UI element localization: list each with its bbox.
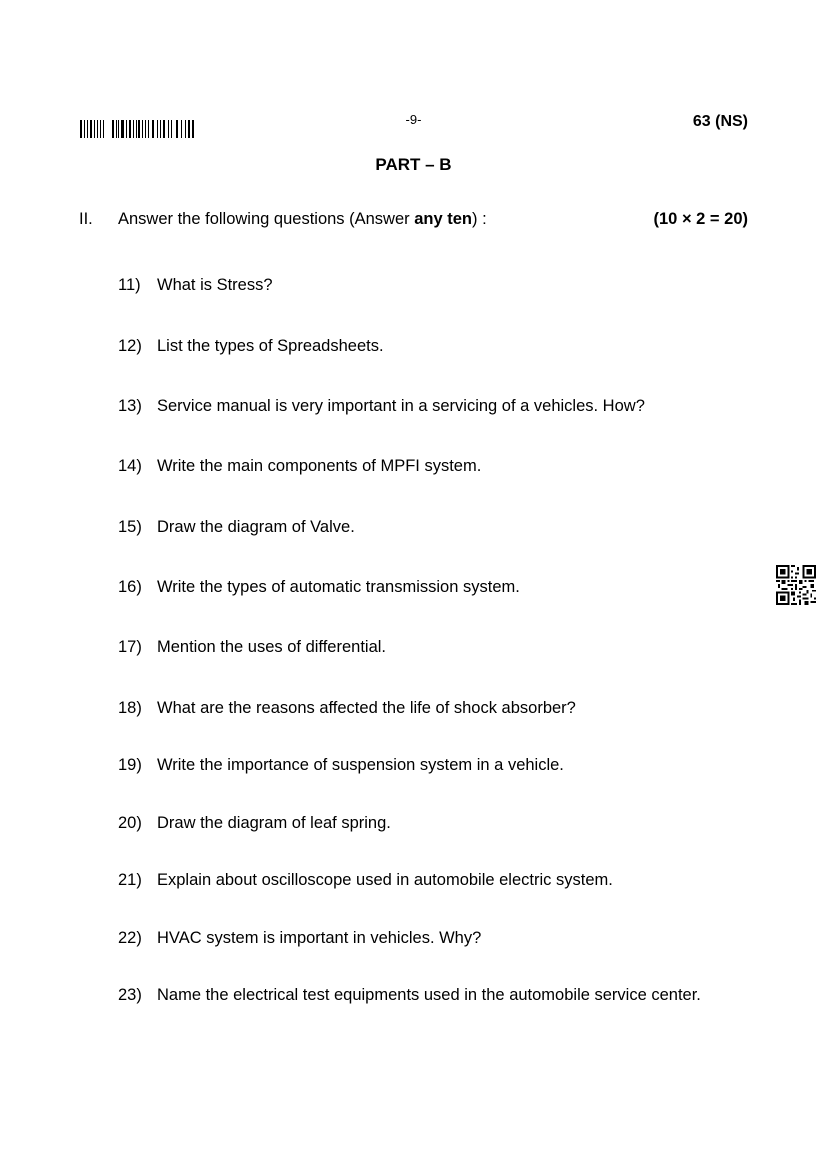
instruction-prefix: Answer the following questions (Answer bbox=[118, 210, 415, 228]
question-item bbox=[118, 695, 749, 722]
page-number: -9- bbox=[405, 112, 422, 127]
paper-code: 63 (NS) bbox=[692, 113, 748, 130]
question-number: 15) bbox=[118, 518, 142, 536]
question-number: 12) bbox=[118, 337, 142, 355]
question-item bbox=[118, 333, 749, 360]
question-item bbox=[118, 634, 749, 661]
section-number: II. bbox=[79, 210, 93, 228]
question-text: Mention the uses of differential. bbox=[157, 638, 387, 656]
question-number: 14) bbox=[118, 457, 142, 475]
part-title: PART – B bbox=[375, 155, 452, 174]
question-text: Draw the diagram of Valve. bbox=[157, 518, 355, 536]
question-item bbox=[118, 752, 749, 779]
question-item bbox=[118, 982, 749, 1009]
question-text: Write the importance of suspension system in a vehicle. bbox=[157, 756, 564, 774]
question-item bbox=[118, 393, 749, 420]
question-text: What are the reasons affected the life of shock absorber? bbox=[157, 699, 576, 717]
question-number: 20) bbox=[118, 814, 142, 832]
question-item bbox=[118, 514, 749, 541]
instruction-emphasis: any ten bbox=[414, 210, 473, 228]
question-text: List the types of Spreadsheets. bbox=[157, 337, 384, 355]
qr-code bbox=[776, 565, 816, 605]
section-instruction bbox=[118, 210, 487, 229]
section-marks: (10 × 2 = 20) bbox=[653, 210, 748, 228]
question-item bbox=[118, 867, 749, 894]
question-text: What is Stress? bbox=[157, 276, 273, 294]
question-item bbox=[118, 574, 749, 601]
question-text: Draw the diagram of leaf spring. bbox=[157, 814, 391, 832]
question-number: 23) bbox=[118, 986, 142, 1004]
question-text: Write the main components of MPFI system. bbox=[157, 457, 482, 475]
question-number: 18) bbox=[118, 699, 142, 717]
question-text: Explain about oscilloscope used in automobile electric system. bbox=[157, 871, 613, 889]
question-item bbox=[118, 810, 749, 837]
question-number: 13) bbox=[118, 397, 142, 415]
question-text: Name the electrical test equipments used in the automobile service center. bbox=[157, 986, 701, 1004]
question-item bbox=[118, 272, 749, 299]
question-number: 11) bbox=[118, 276, 141, 294]
question-number: 21) bbox=[118, 871, 142, 889]
question-text: Write the types of automatic transmission system. bbox=[157, 578, 520, 596]
question-number: 17) bbox=[118, 638, 142, 656]
question-item bbox=[118, 925, 749, 952]
question-number: 16) bbox=[118, 578, 142, 596]
question-number: 19) bbox=[118, 756, 142, 774]
question-text: Service manual is very important in a servicing of a vehicles. How? bbox=[157, 397, 645, 415]
question-item bbox=[118, 453, 749, 480]
question-text: HVAC system is important in vehicles. Why? bbox=[157, 929, 482, 947]
question-number: 22) bbox=[118, 929, 142, 947]
instruction-suffix: ) : bbox=[472, 210, 487, 228]
